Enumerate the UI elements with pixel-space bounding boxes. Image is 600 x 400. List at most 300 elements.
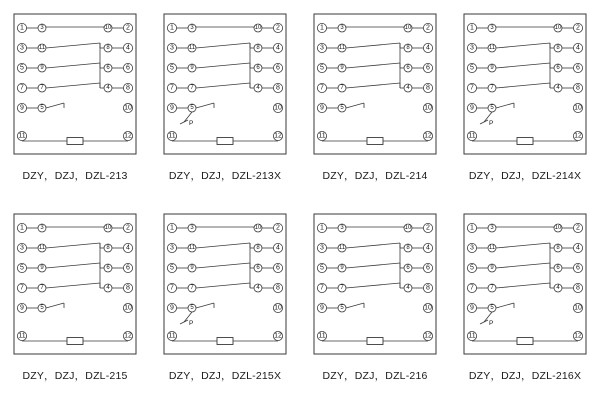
inner-pin-right-8 — [554, 44, 562, 52]
svg-text:11: 11 — [168, 132, 176, 140]
inner-pin-left-9 — [38, 264, 46, 272]
inner-pin-right-8 — [104, 244, 112, 252]
contact-arm-1 — [196, 43, 250, 48]
inner-pin-left-5 — [188, 104, 196, 112]
terminal-right-10 — [273, 103, 282, 112]
terminal-left-1 — [167, 23, 176, 32]
svg-text:10: 10 — [254, 25, 262, 32]
inner-pin-left-9 — [38, 64, 46, 72]
inner-pin-right-6 — [254, 64, 262, 72]
inner-pin-left-3 — [338, 24, 346, 32]
svg-text:5: 5 — [470, 64, 474, 72]
svg-text:2: 2 — [426, 24, 430, 32]
svg-text:11: 11 — [38, 245, 46, 252]
svg-text:9: 9 — [470, 104, 474, 112]
svg-text:4: 4 — [576, 244, 580, 252]
contact-arm-3 — [496, 283, 550, 288]
inner-pin-right-10 — [104, 24, 112, 32]
svg-text:6: 6 — [406, 65, 410, 72]
terminal-left-9 — [467, 103, 476, 112]
svg-text:10: 10 — [574, 304, 582, 312]
inner-pin-left-7 — [488, 84, 496, 92]
inner-pin-right-8 — [254, 244, 262, 252]
terminal-left-9 — [317, 303, 326, 312]
svg-text:11: 11 — [468, 332, 476, 340]
terminal-right-8 — [423, 283, 432, 292]
inner-pin-left-9 — [488, 64, 496, 72]
terminal-right-4 — [273, 43, 282, 52]
svg-text:2: 2 — [576, 24, 580, 32]
svg-text:9: 9 — [340, 65, 344, 72]
diagram-dzl-213 — [0, 8, 150, 163]
terminal-right-2 — [273, 23, 282, 32]
svg-text:12: 12 — [124, 132, 132, 140]
svg-text:7: 7 — [470, 284, 474, 292]
svg-text:6: 6 — [576, 264, 580, 272]
terminal-right-12 — [423, 331, 432, 340]
inner-pin-right-4 — [104, 84, 112, 92]
svg-text:7: 7 — [20, 284, 24, 292]
svg-text:5: 5 — [20, 264, 24, 272]
svg-text:12: 12 — [424, 132, 432, 140]
svg-text:11: 11 — [188, 245, 196, 252]
svg-text:9: 9 — [170, 104, 174, 112]
coil-label-tick — [480, 120, 488, 124]
terminal-left-5 — [167, 263, 176, 272]
inner-pin-left-9 — [488, 264, 496, 272]
inner-pin-left-5 — [488, 304, 496, 312]
svg-text:9: 9 — [320, 304, 324, 312]
terminal-left-3 — [467, 43, 476, 52]
terminal-left-7 — [17, 83, 26, 92]
svg-text:5: 5 — [320, 264, 324, 272]
coil-box — [67, 138, 83, 145]
coil-box — [367, 138, 383, 145]
terminal-right-10 — [123, 303, 132, 312]
diagram-cell — [150, 0, 300, 200]
svg-text:4: 4 — [406, 285, 410, 292]
svg-text:5: 5 — [470, 264, 474, 272]
terminal-left-5 — [17, 263, 26, 272]
svg-text:4: 4 — [256, 85, 260, 92]
svg-text:10: 10 — [404, 225, 412, 232]
inner-pin-left-7 — [488, 284, 496, 292]
svg-text:7: 7 — [190, 285, 194, 292]
diagram-caption: DZY，DZJ，DZL-216X — [468, 370, 582, 382]
inner-pin-left-7 — [38, 84, 46, 92]
diagram-cell — [150, 200, 300, 400]
terminal-right-2 — [123, 223, 132, 232]
svg-text:8: 8 — [106, 45, 110, 52]
inner-pin-right-4 — [554, 284, 562, 292]
svg-text:10: 10 — [274, 104, 282, 112]
coil-label-text: P — [489, 320, 494, 327]
svg-text:9: 9 — [20, 104, 24, 112]
svg-text:6: 6 — [256, 65, 260, 72]
svg-text:11: 11 — [488, 245, 496, 252]
terminal-left-1 — [17, 23, 26, 32]
relay-outline — [14, 14, 136, 154]
svg-text:12: 12 — [424, 332, 432, 340]
contact-arm-4 — [196, 303, 214, 308]
svg-text:11: 11 — [338, 245, 346, 252]
svg-text:5: 5 — [490, 305, 494, 312]
terminal-right-2 — [423, 23, 432, 32]
terminal-right-4 — [423, 243, 432, 252]
svg-text:4: 4 — [126, 244, 130, 252]
terminal-right-8 — [423, 83, 432, 92]
inner-pin-left-5 — [338, 304, 346, 312]
svg-text:4: 4 — [276, 44, 280, 52]
svg-text:2: 2 — [126, 24, 130, 32]
terminal-right-4 — [273, 243, 282, 252]
terminal-left-11 — [317, 331, 326, 340]
contact-arm-2 — [46, 263, 100, 268]
svg-text:10: 10 — [424, 104, 432, 112]
contact-arm-3 — [196, 283, 250, 288]
svg-text:9: 9 — [470, 304, 474, 312]
terminal-right-4 — [123, 243, 132, 252]
svg-text:5: 5 — [40, 305, 44, 312]
relay-diagram-dzl-213x — [150, 8, 300, 163]
coil-label-tick — [180, 120, 188, 124]
inner-pin-left-5 — [488, 104, 496, 112]
inner-pin-left-11 — [338, 244, 346, 252]
svg-text:8: 8 — [276, 284, 280, 292]
inner-pin-left-7 — [188, 284, 196, 292]
svg-text:3: 3 — [40, 225, 44, 232]
inner-pin-left-7 — [338, 284, 346, 292]
contact-arm-2 — [46, 63, 100, 68]
coil-box — [217, 138, 233, 145]
svg-text:7: 7 — [490, 285, 494, 292]
contact-arm-2 — [496, 63, 550, 68]
svg-text:4: 4 — [256, 285, 260, 292]
inner-pin-right-8 — [254, 44, 262, 52]
relay-outline — [464, 14, 586, 154]
terminal-left-5 — [467, 63, 476, 72]
svg-text:5: 5 — [20, 64, 24, 72]
terminal-left-11 — [17, 331, 26, 340]
svg-text:11: 11 — [488, 45, 496, 52]
svg-text:11: 11 — [18, 332, 26, 340]
inner-pin-right-4 — [254, 84, 262, 92]
inner-pin-right-10 — [254, 224, 262, 232]
svg-text:6: 6 — [126, 264, 130, 272]
svg-text:6: 6 — [426, 264, 430, 272]
terminal-left-7 — [167, 283, 176, 292]
svg-text:1: 1 — [320, 224, 324, 232]
svg-text:7: 7 — [20, 84, 24, 92]
svg-text:10: 10 — [404, 25, 412, 32]
svg-text:2: 2 — [426, 224, 430, 232]
svg-text:4: 4 — [126, 44, 130, 52]
svg-text:3: 3 — [190, 225, 194, 232]
svg-text:5: 5 — [490, 105, 494, 112]
terminal-left-7 — [17, 283, 26, 292]
terminal-left-1 — [167, 223, 176, 232]
svg-text:1: 1 — [470, 224, 474, 232]
inner-pin-right-6 — [104, 64, 112, 72]
inner-pin-left-3 — [188, 24, 196, 32]
terminal-left-3 — [317, 43, 326, 52]
relay-outline — [164, 14, 286, 154]
inner-pin-right-10 — [554, 224, 562, 232]
contact-arm-4 — [346, 103, 364, 108]
svg-text:5: 5 — [190, 105, 194, 112]
terminal-right-10 — [423, 103, 432, 112]
diagram-dzl-216x — [450, 208, 600, 363]
inner-pin-right-8 — [404, 44, 412, 52]
terminal-right-4 — [423, 43, 432, 52]
coil-label-tick — [480, 320, 488, 324]
svg-text:8: 8 — [426, 84, 430, 92]
diagram-cell — [300, 200, 450, 400]
svg-text:6: 6 — [426, 64, 430, 72]
inner-pin-right-8 — [404, 244, 412, 252]
svg-text:11: 11 — [318, 132, 326, 140]
contact-arm-1 — [46, 43, 100, 48]
terminal-left-7 — [317, 83, 326, 92]
terminal-right-6 — [423, 263, 432, 272]
svg-text:5: 5 — [170, 264, 174, 272]
terminal-left-11 — [167, 331, 176, 340]
svg-text:11: 11 — [468, 132, 476, 140]
terminal-left-3 — [317, 243, 326, 252]
inner-pin-left-11 — [338, 44, 346, 52]
inner-pin-left-11 — [488, 44, 496, 52]
relay-outline — [464, 214, 586, 354]
inner-pin-left-7 — [38, 284, 46, 292]
svg-text:11: 11 — [18, 132, 26, 140]
relay-outline — [164, 214, 286, 354]
contact-arm-4 — [46, 303, 64, 308]
terminal-left-9 — [167, 303, 176, 312]
svg-text:1: 1 — [170, 224, 174, 232]
contact-arm-2 — [196, 263, 250, 268]
svg-text:9: 9 — [170, 304, 174, 312]
coil-box — [367, 338, 383, 345]
terminal-left-9 — [17, 103, 26, 112]
terminal-right-6 — [423, 63, 432, 72]
relay-diagram-dzl-213 — [0, 8, 150, 163]
inner-pin-left-5 — [38, 104, 46, 112]
svg-text:7: 7 — [340, 85, 344, 92]
coil-label-text: P — [489, 120, 494, 127]
terminal-left-1 — [467, 23, 476, 32]
diagram-caption: DZY，DZJ，DZL-215 — [22, 370, 128, 382]
svg-text:7: 7 — [340, 285, 344, 292]
inner-pin-right-6 — [104, 264, 112, 272]
coil-label-tick — [180, 320, 188, 324]
svg-text:8: 8 — [106, 245, 110, 252]
svg-text:6: 6 — [406, 265, 410, 272]
svg-text:1: 1 — [470, 24, 474, 32]
contact-arm-3 — [346, 283, 400, 288]
terminal-left-7 — [467, 83, 476, 92]
relay-diagram-dzl-215 — [0, 208, 150, 363]
svg-text:5: 5 — [340, 305, 344, 312]
terminal-right-4 — [573, 43, 582, 52]
svg-text:3: 3 — [340, 225, 344, 232]
contact-arm-4 — [196, 103, 214, 108]
terminal-right-8 — [273, 83, 282, 92]
diagram-dzl-214x — [450, 8, 600, 163]
terminal-left-5 — [317, 63, 326, 72]
contact-arm-3 — [46, 83, 100, 88]
terminal-left-11 — [317, 131, 326, 140]
diagram-dzl-214 — [300, 8, 450, 163]
terminal-left-1 — [317, 223, 326, 232]
inner-pin-right-4 — [104, 284, 112, 292]
terminal-left-5 — [17, 63, 26, 72]
contact-arm-1 — [346, 43, 400, 48]
contact-arm-4 — [46, 103, 64, 108]
terminal-right-12 — [573, 131, 582, 140]
svg-text:10: 10 — [274, 304, 282, 312]
coil-label-text: P — [189, 320, 194, 327]
svg-text:8: 8 — [556, 45, 560, 52]
svg-text:3: 3 — [20, 244, 24, 252]
diagram-dzl-215x — [150, 208, 300, 363]
diagram-dzl-213x — [150, 8, 300, 163]
svg-text:3: 3 — [40, 25, 44, 32]
inner-pin-left-11 — [188, 44, 196, 52]
terminal-right-2 — [423, 223, 432, 232]
terminal-left-7 — [467, 283, 476, 292]
contact-arm-1 — [496, 243, 550, 248]
terminal-right-2 — [573, 223, 582, 232]
svg-text:9: 9 — [40, 65, 44, 72]
svg-text:7: 7 — [470, 84, 474, 92]
svg-text:6: 6 — [556, 265, 560, 272]
contact-arm-4 — [346, 303, 364, 308]
contact-arm-4 — [496, 303, 514, 308]
inner-pin-right-6 — [554, 64, 562, 72]
terminal-left-5 — [317, 263, 326, 272]
terminal-left-9 — [167, 103, 176, 112]
svg-text:3: 3 — [490, 25, 494, 32]
svg-text:6: 6 — [276, 64, 280, 72]
inner-pin-left-9 — [338, 264, 346, 272]
coil-label-text: P — [189, 120, 194, 127]
svg-text:5: 5 — [170, 64, 174, 72]
contact-arm-4 — [496, 103, 514, 108]
svg-text:10: 10 — [104, 25, 112, 32]
terminal-left-1 — [317, 23, 326, 32]
diagram-cell — [300, 0, 450, 200]
terminal-right-6 — [123, 263, 132, 272]
contact-arm-3 — [346, 83, 400, 88]
svg-text:6: 6 — [276, 264, 280, 272]
svg-text:8: 8 — [126, 84, 130, 92]
svg-text:9: 9 — [40, 265, 44, 272]
terminal-left-7 — [167, 83, 176, 92]
contact-arm-1 — [496, 43, 550, 48]
svg-text:5: 5 — [340, 105, 344, 112]
svg-text:4: 4 — [106, 85, 110, 92]
svg-text:6: 6 — [576, 64, 580, 72]
terminal-left-3 — [167, 243, 176, 252]
svg-text:4: 4 — [406, 85, 410, 92]
svg-text:11: 11 — [168, 332, 176, 340]
svg-text:10: 10 — [424, 304, 432, 312]
inner-pin-left-11 — [488, 244, 496, 252]
svg-text:5: 5 — [40, 105, 44, 112]
svg-text:3: 3 — [490, 225, 494, 232]
inner-pin-right-10 — [404, 224, 412, 232]
contact-arm-3 — [46, 283, 100, 288]
relay-diagram-dzl-214 — [300, 8, 450, 163]
terminal-left-3 — [17, 243, 26, 252]
svg-text:7: 7 — [170, 84, 174, 92]
svg-text:8: 8 — [126, 284, 130, 292]
svg-text:1: 1 — [320, 24, 324, 32]
svg-text:9: 9 — [490, 265, 494, 272]
svg-text:11: 11 — [38, 45, 46, 52]
inner-pin-right-10 — [554, 24, 562, 32]
diagram-dzl-216 — [300, 208, 450, 363]
inner-pin-left-11 — [38, 44, 46, 52]
terminal-right-6 — [123, 63, 132, 72]
terminal-left-11 — [17, 131, 26, 140]
contact-arm-2 — [346, 263, 400, 268]
svg-text:8: 8 — [426, 284, 430, 292]
terminal-right-8 — [273, 283, 282, 292]
svg-text:3: 3 — [470, 244, 474, 252]
svg-text:4: 4 — [556, 85, 560, 92]
terminal-right-10 — [573, 103, 582, 112]
inner-pin-right-6 — [554, 264, 562, 272]
inner-pin-left-3 — [338, 224, 346, 232]
terminal-right-6 — [273, 63, 282, 72]
inner-pin-left-9 — [188, 264, 196, 272]
terminal-right-2 — [273, 223, 282, 232]
terminal-left-9 — [17, 303, 26, 312]
terminal-right-2 — [573, 23, 582, 32]
svg-text:7: 7 — [320, 284, 324, 292]
svg-text:9: 9 — [340, 265, 344, 272]
svg-text:6: 6 — [126, 64, 130, 72]
relay-outline — [14, 214, 136, 354]
coil-box — [517, 138, 533, 145]
terminal-right-10 — [573, 303, 582, 312]
inner-pin-left-11 — [38, 244, 46, 252]
svg-text:9: 9 — [320, 104, 324, 112]
svg-text:3: 3 — [20, 44, 24, 52]
terminal-right-8 — [123, 283, 132, 292]
terminal-right-6 — [273, 263, 282, 272]
inner-pin-right-4 — [404, 284, 412, 292]
diagram-caption: DZY，DZJ，DZL-215X — [168, 370, 282, 382]
svg-text:8: 8 — [576, 284, 580, 292]
inner-pin-left-3 — [38, 224, 46, 232]
relay-outline — [314, 214, 436, 354]
svg-text:3: 3 — [170, 244, 174, 252]
inner-pin-right-4 — [554, 84, 562, 92]
svg-text:4: 4 — [276, 244, 280, 252]
terminal-right-12 — [573, 331, 582, 340]
contact-arm-2 — [196, 63, 250, 68]
coil-box — [517, 338, 533, 345]
svg-text:7: 7 — [320, 84, 324, 92]
contact-arm-3 — [496, 83, 550, 88]
terminal-left-5 — [167, 63, 176, 72]
svg-text:3: 3 — [340, 25, 344, 32]
terminal-right-4 — [123, 43, 132, 52]
inner-pin-left-5 — [338, 104, 346, 112]
inner-pin-right-4 — [254, 284, 262, 292]
